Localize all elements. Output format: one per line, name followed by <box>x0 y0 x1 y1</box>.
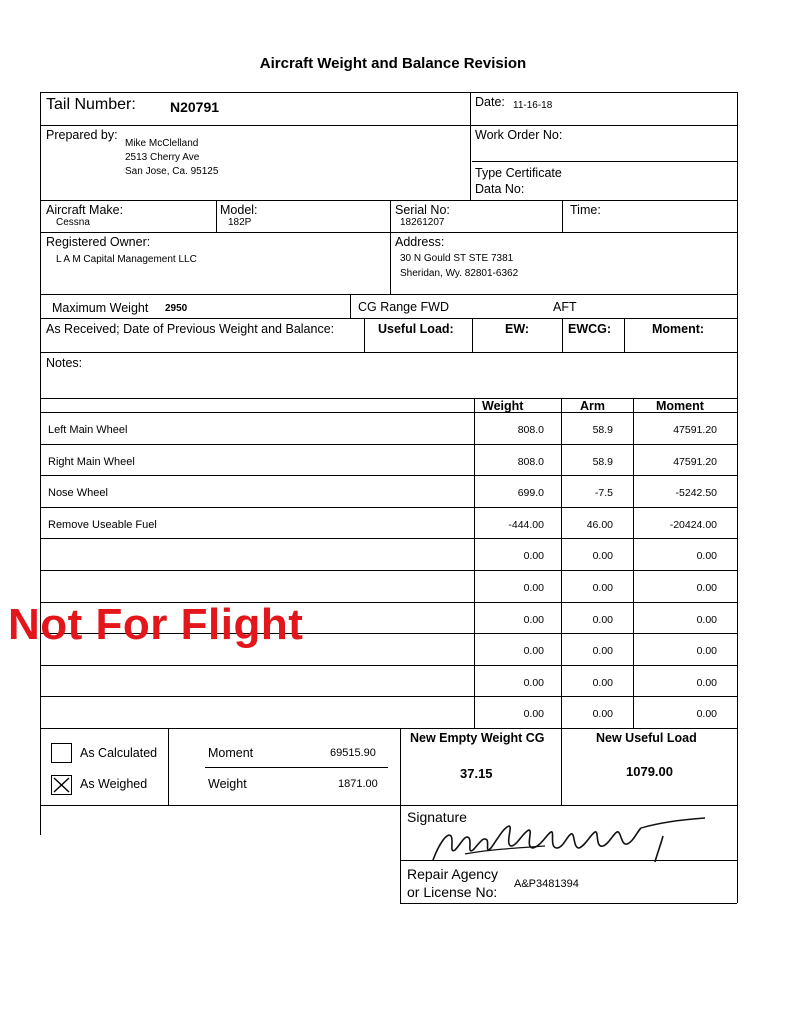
border <box>472 318 473 352</box>
type-certificate-label: Type Certificate <box>475 166 562 180</box>
cell-arm: 0.00 <box>592 677 613 689</box>
border <box>40 352 737 353</box>
result-weight-label: Weight <box>208 777 247 791</box>
max-weight-value: 2950 <box>165 303 188 314</box>
new-cg-value: 37.15 <box>460 766 493 781</box>
prepared-by-label: Prepared by: <box>46 128 118 142</box>
address-line-2: Sheridan, Wy. 82801-6362 <box>400 268 519 279</box>
cell-moment: 0.00 <box>696 614 717 626</box>
result-moment-label: Moment <box>208 746 254 760</box>
serial-label: Serial No: <box>395 203 450 217</box>
col-arm-header: Arm <box>580 399 606 413</box>
border <box>40 92 41 835</box>
border <box>40 125 737 126</box>
cell-arm: 0.00 <box>592 708 613 720</box>
border <box>40 200 737 201</box>
as-received-label: As Received; Date of Previous Weight and Balance: <box>46 322 335 336</box>
cell-weight: 0.00 <box>523 677 544 689</box>
address-line-1: 30 N Gould ST STE 7381 <box>400 253 514 264</box>
aircraft-make-label: Aircraft Make: <box>46 203 124 217</box>
owner-value: L A M Capital Management LLC <box>56 254 197 265</box>
cell-moment: 0.00 <box>696 645 717 657</box>
tail-number-value: N20791 <box>170 99 220 115</box>
cell-arm: 0.00 <box>592 614 613 626</box>
ewcg-label: EWCG: <box>568 322 612 336</box>
cell-weight: -444.00 <box>508 519 544 531</box>
aft-label: AFT <box>553 300 577 314</box>
row-divider <box>40 665 737 666</box>
form-title: Aircraft Weight and Balance Revision <box>259 55 527 72</box>
signature-label: Signature <box>407 809 467 825</box>
result-moment-value: 69515.90 <box>330 747 376 759</box>
border <box>350 294 351 318</box>
row-divider <box>40 444 737 445</box>
border <box>40 232 737 233</box>
new-useful-load-label: New Useful Load <box>596 731 697 745</box>
border <box>364 318 365 352</box>
cell-moment: 47591.20 <box>673 424 717 436</box>
time-label: Time: <box>570 203 601 217</box>
prepared-by-address-2: San Jose, Ca. 95125 <box>125 166 219 177</box>
moment-label: Moment: <box>652 322 705 336</box>
border <box>40 294 737 295</box>
prepared-by-address-1: 2513 Cherry Ave <box>125 152 200 163</box>
as-calculated-label: As Calculated <box>80 746 158 760</box>
useful-load-label: Useful Load: <box>378 322 454 336</box>
cell-weight: 0.00 <box>523 614 544 626</box>
not-for-flight-stamp: Not For Flight <box>8 600 304 649</box>
border <box>400 728 401 903</box>
border <box>472 161 737 162</box>
cell-arm: 46.00 <box>586 519 613 531</box>
ew-label: EW: <box>505 322 530 336</box>
cell-item: Nose Wheel <box>48 487 108 499</box>
new-cg-label: New Empty Weight CG <box>410 731 545 745</box>
tail-number-label: Tail Number: <box>46 96 136 113</box>
work-order-label: Work Order No: <box>475 128 563 142</box>
border <box>562 200 563 232</box>
cell-weight: 0.00 <box>523 708 544 720</box>
border <box>216 200 217 232</box>
max-weight-label: Maximum Weight <box>52 301 149 315</box>
license-value: A&P3481394 <box>514 878 579 890</box>
border <box>561 728 562 805</box>
cell-moment: -5242.50 <box>675 487 717 499</box>
border <box>40 92 737 93</box>
cell-moment: 0.00 <box>696 677 717 689</box>
model-label: Model: <box>220 203 258 217</box>
cell-item: Remove Useable Fuel <box>48 519 157 531</box>
cell-item: Right Main Wheel <box>48 456 135 468</box>
date-value: 11-16-18 <box>513 100 553 111</box>
cell-weight: 699.0 <box>517 487 544 499</box>
cell-arm: -7.5 <box>594 487 613 499</box>
row-divider <box>40 538 737 539</box>
owner-label: Registered Owner: <box>46 235 151 249</box>
serial-value: 18261207 <box>400 217 445 228</box>
border <box>400 903 737 904</box>
row-divider <box>40 696 737 697</box>
cell-weight: 0.00 <box>523 550 544 562</box>
cell-moment: 0.00 <box>696 708 717 720</box>
border <box>40 805 402 806</box>
cell-arm: 58.9 <box>592 424 613 436</box>
border <box>390 200 391 294</box>
border <box>205 767 388 768</box>
row-divider <box>40 475 737 476</box>
prepared-by-name: Mike McClelland <box>125 138 199 149</box>
result-weight-value: 1871.00 <box>338 778 378 790</box>
date-label: Date: <box>475 95 505 109</box>
row-divider <box>40 570 737 571</box>
as-weighed-label: As Weighed <box>80 777 148 791</box>
as-weighed-checkbox[interactable] <box>51 775 72 795</box>
cell-item: Left Main Wheel <box>48 424 128 436</box>
cell-moment: 0.00 <box>696 582 717 594</box>
repair-agency-label: Repair Agency <box>407 866 499 882</box>
type-certificate-label-2: Data No: <box>475 182 525 196</box>
border <box>737 92 738 903</box>
border <box>470 92 471 200</box>
border <box>40 318 737 319</box>
as-calculated-checkbox[interactable] <box>51 743 72 763</box>
cell-arm: 0.00 <box>592 582 613 594</box>
aircraft-make-value: Cessna <box>56 217 90 228</box>
cell-weight: 0.00 <box>523 582 544 594</box>
license-label: or License No: <box>407 884 498 900</box>
new-useful-load-value: 1079.00 <box>626 764 673 779</box>
col-moment-header: Moment <box>656 399 704 413</box>
cell-weight: 0.00 <box>523 645 544 657</box>
border <box>40 728 737 729</box>
border <box>168 728 169 805</box>
border <box>624 318 625 352</box>
row-divider <box>40 507 737 508</box>
cell-arm: 0.00 <box>592 645 613 657</box>
cg-range-label: CG Range FWD <box>358 300 449 314</box>
notes-label: Notes: <box>46 356 83 370</box>
cell-weight: 808.0 <box>517 456 544 468</box>
cell-moment: -20424.00 <box>669 519 717 531</box>
cell-arm: 0.00 <box>592 550 613 562</box>
border <box>562 318 563 352</box>
cell-weight: 808.0 <box>517 424 544 436</box>
cell-arm: 58.9 <box>592 456 613 468</box>
checkmark-x-icon <box>52 776 71 794</box>
model-value: 182P <box>228 217 252 228</box>
address-label: Address: <box>395 235 445 249</box>
cell-moment: 0.00 <box>696 550 717 562</box>
col-weight-header: Weight <box>482 399 524 413</box>
signature-image <box>425 814 710 866</box>
border <box>400 805 737 806</box>
cell-moment: 47591.20 <box>673 456 717 468</box>
